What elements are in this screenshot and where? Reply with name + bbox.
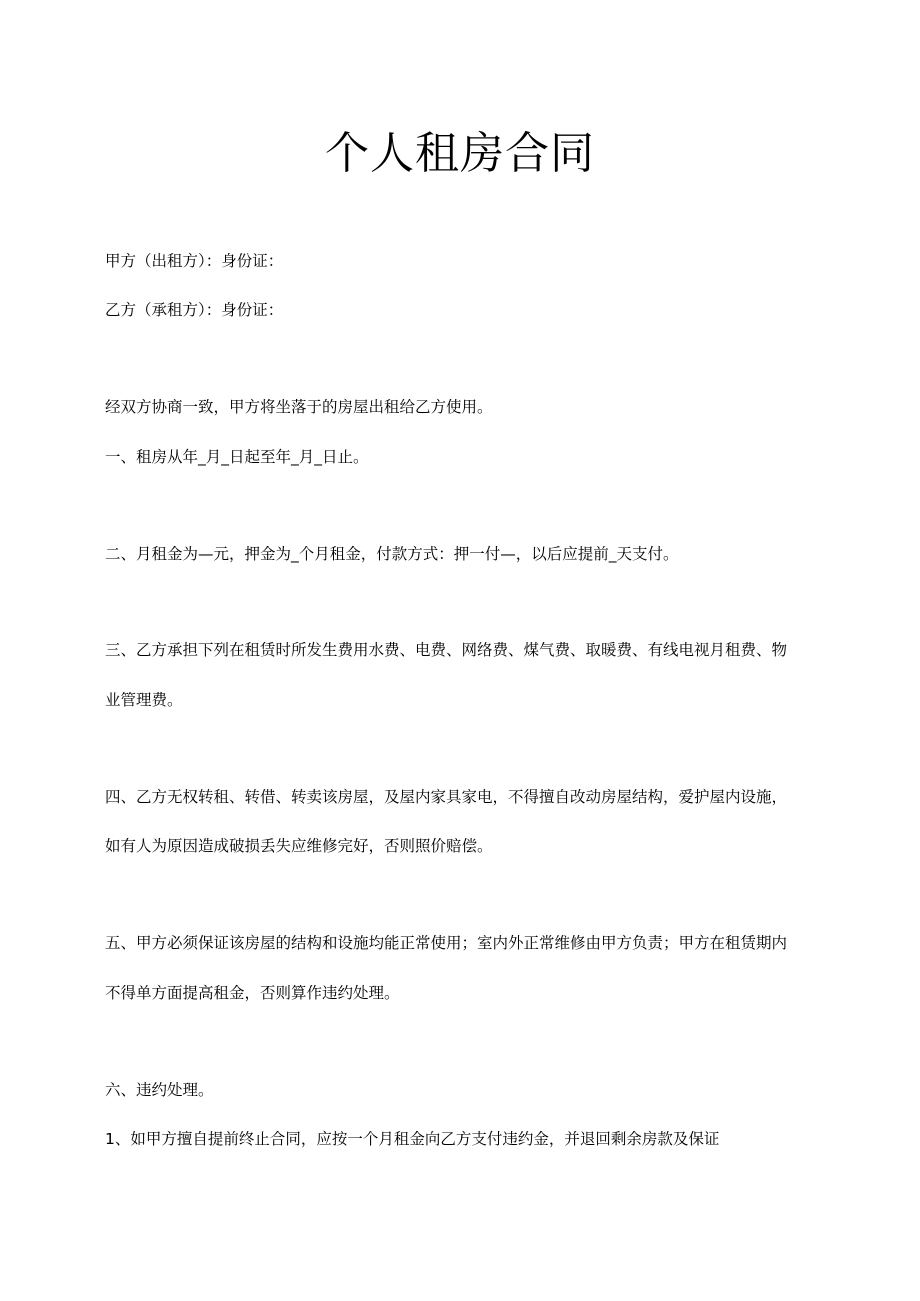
clause-3-line-2: 业管理费。 — [105, 691, 183, 709]
clause-6-heading: 六、违约处理。 — [105, 1081, 214, 1099]
clause-5-line-2: 不得单方面提高租金，否则算作违约处理。 — [105, 984, 400, 1002]
clause-5-line-1: 五、甲方必须保证该房屋的结构和设施均能正常使用；室内外正常维修由甲方负责；甲方在租赁期内 — [105, 934, 788, 952]
document-title: 个人租房合同 — [325, 128, 595, 179]
clause-6-item-1: 1、如甲方擅自提前终止合同，应按一个月租金向乙方支付违约金，并退回剩余房款及保证 — [105, 1130, 720, 1148]
clause-4-line-1: 四、乙方无权转租、转借、转卖该房屋，及屋内家具家电，不得擅自改动房屋结构，爱护屋内设施， — [105, 788, 788, 806]
clause-2: 二、月租金为—元，押金为_个月租金，付款方式：押一付—，以后应提前_天支付。 — [105, 545, 679, 563]
clause-4-line-2: 如有人为原因造成破损丢失应维修完好，否则照价赔偿。 — [105, 837, 493, 855]
clause-3-line-1: 三、乙方承担下列在租赁时所发生费用水费、电费、网络费、煤气费、取暖费、有线电视月租费、物 — [105, 641, 788, 659]
clause-1: 一、租房从年_月_日起至年_月_日止。 — [105, 448, 369, 466]
intro-paragraph: 经双方协商一致，甲方将坐落于的房屋出租给乙方使用。 — [105, 398, 493, 416]
party-a-line: 甲方（出租方）：身份证： — [105, 252, 284, 270]
party-b-line: 乙方（承租方）：身份证： — [105, 301, 284, 319]
